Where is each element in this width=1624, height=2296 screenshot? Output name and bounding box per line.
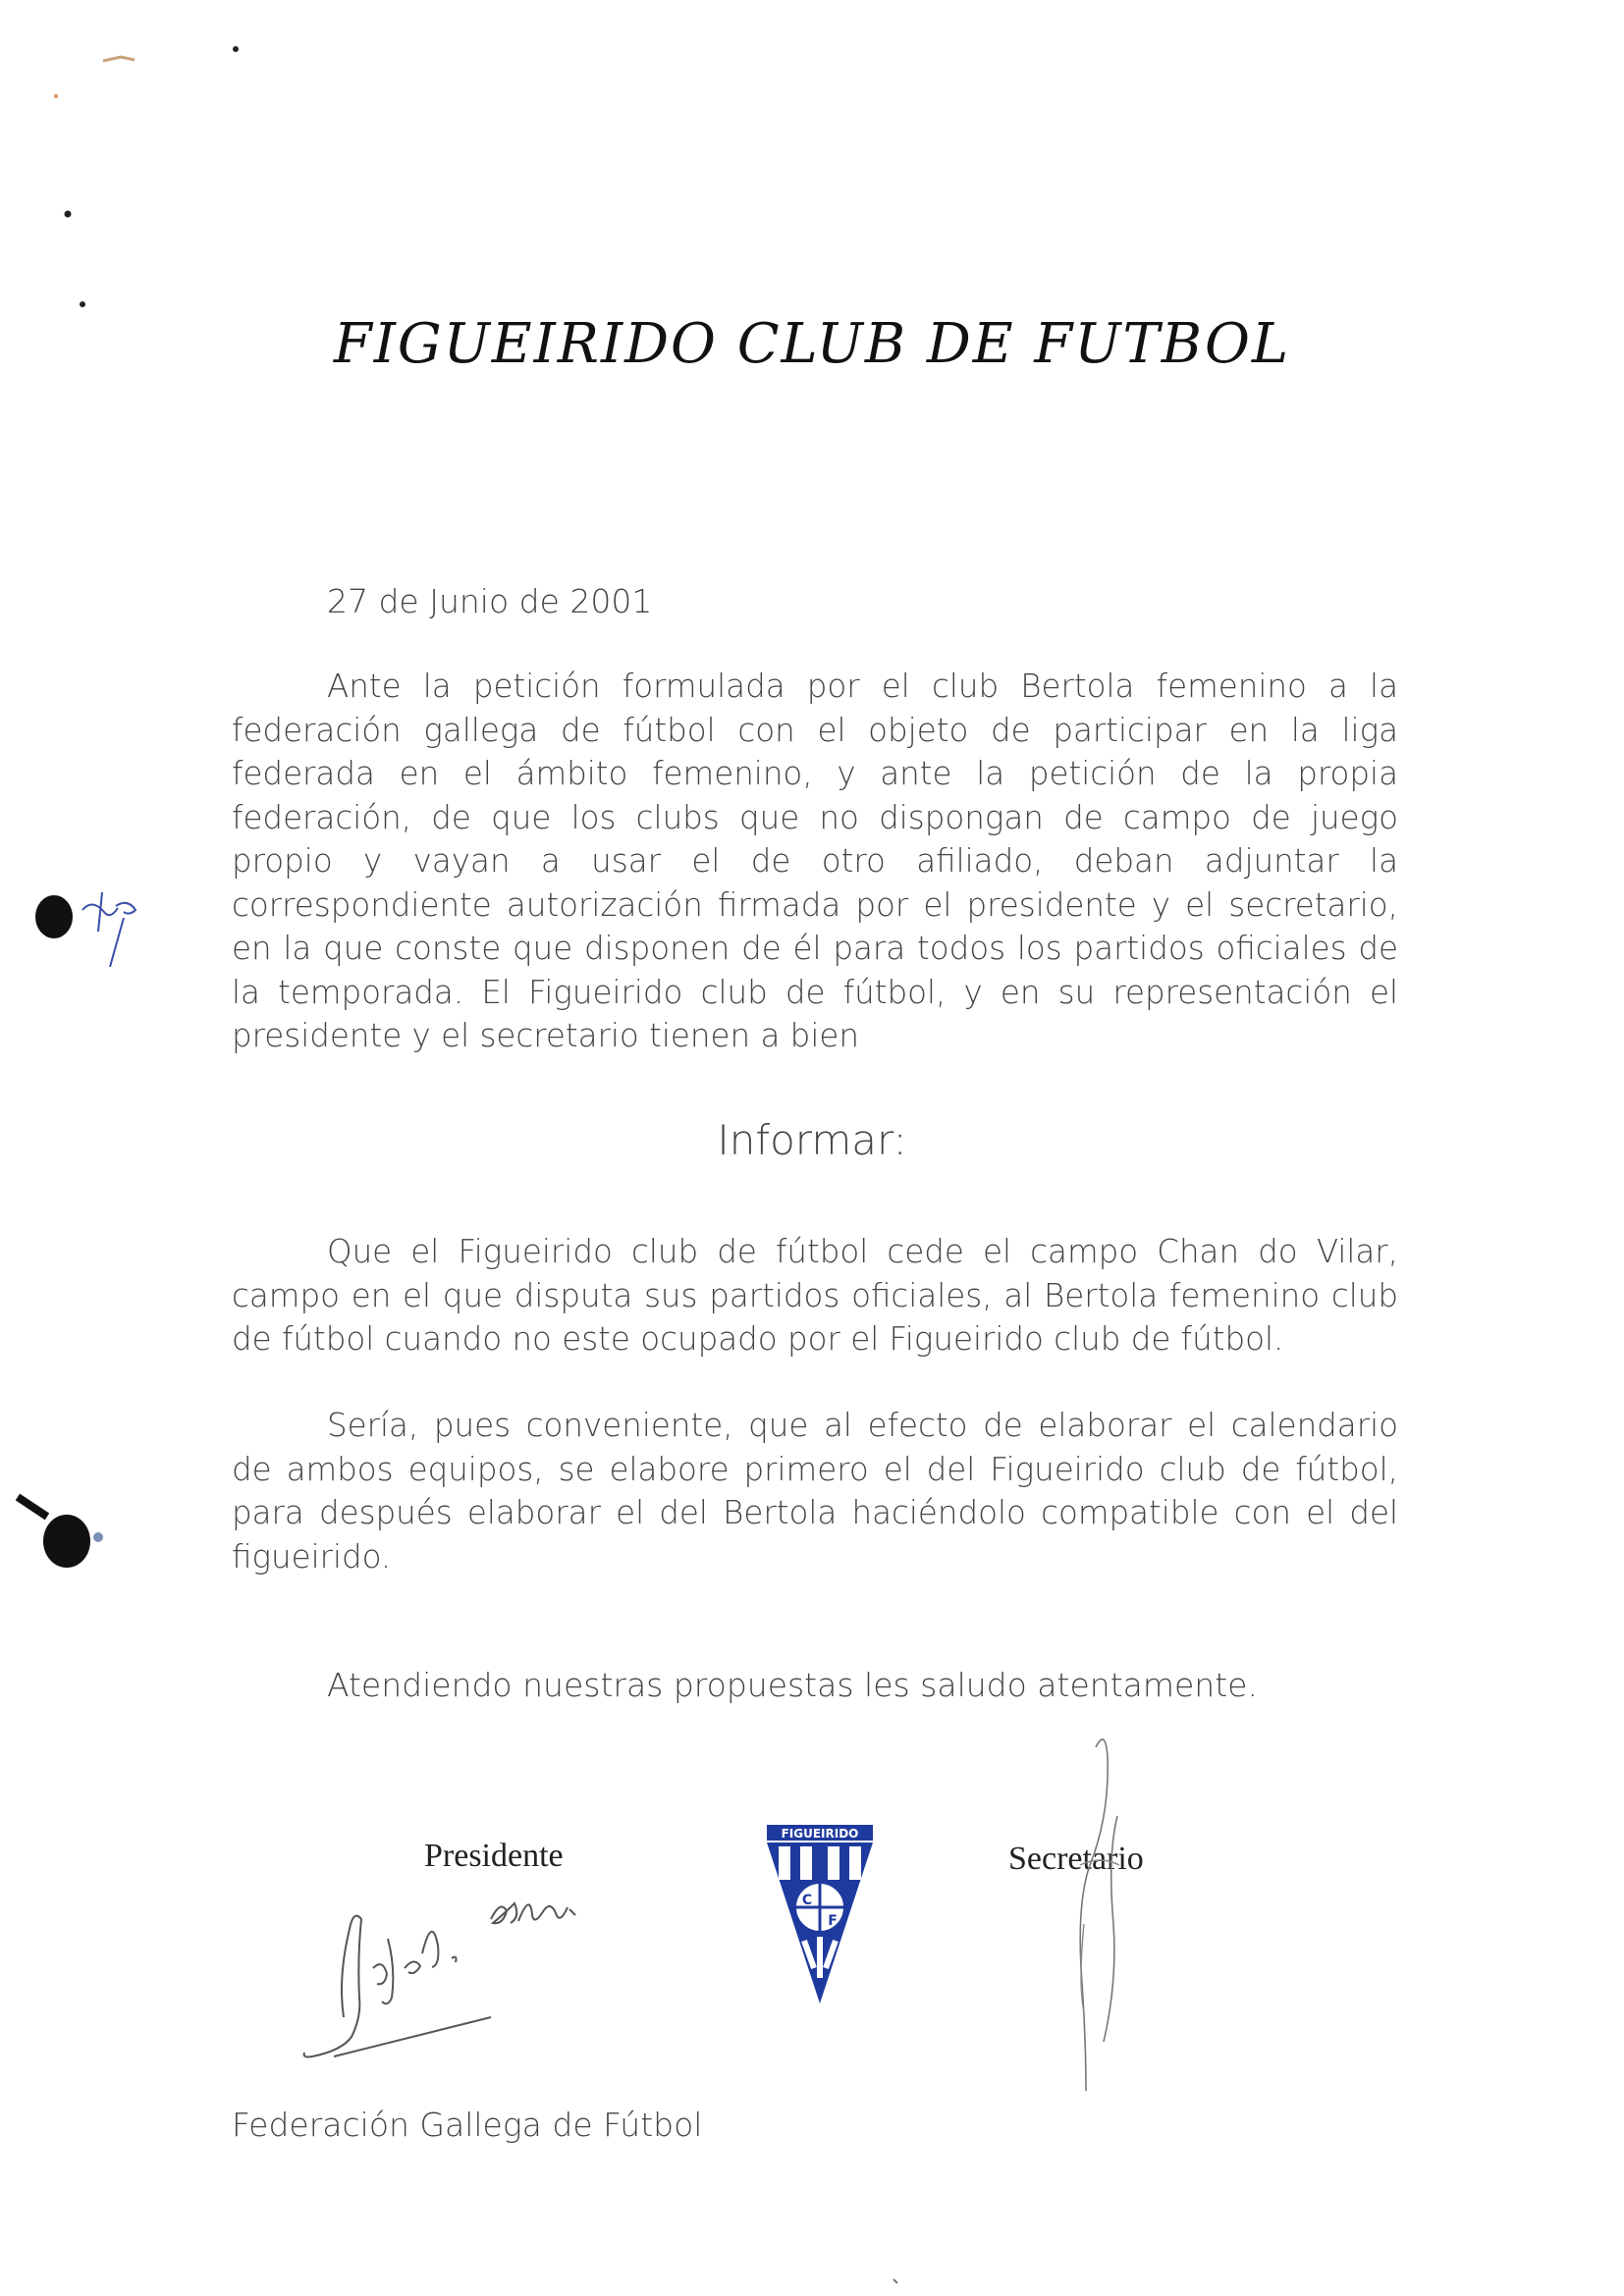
secretary-signature [1041,1728,1159,2120]
recipient-line: Federación Gallega de Fútbol [232,2106,703,2144]
crest-letter-c: C [801,1893,813,1908]
body-paragraph-1: Ante la petición formulada por el club Bertola femenino a la federación gallega de fútbol con el objeto de participar en la liga federada en el ámbito femenino, y ante la petición de la propia federación, de que los clubs que no dispongan de campo de juego propio y vayan a usar el de otro afiliado, deban adjuntar la correspondiente autorización firmada por el presidente y el secretario, en la que conste que disponen de él para todos los partidos oficiales de la temporada. El Figueirido club de fútbol, y en su representación el presidente y el secretario tienen a bien [232,667,1398,1054]
crest-text: FIGUEIRIDO [781,1827,859,1841]
body-paragraph-3: Sería, pues conveniente, que al efecto de elaborar el calendario de ambos equipos, se elabore primero el del Figueirido club de fútbol, para después elaborar el del Bertola haciéndolo compatible con el del figueirido. [232,1407,1398,1575]
crest-letter-f: F [828,1913,838,1929]
secretary-label: Secretario [1008,1841,1144,1877]
letterhead-title: FIGUEIRIDO CLUB DE FUTBOL [333,312,1291,376]
closing-line: Atendiendo nuestras propuestas les saludo atentamente. [327,1666,1258,1704]
margin-handwritten-mark [77,888,145,967]
club-crest-icon [761,1821,879,2007]
letter-date: 27 de Junio de 2001 [327,582,653,620]
president-label: Presidente [424,1838,564,1874]
president-signature [295,1860,628,2076]
body-paragraph-2: Que el Figueirido club de fútbol cede el campo Chan do Vilar, campo en el que disputa sus partidos oficiales, al Bertola femenino club de fútbol cuando no este ocupado por el Figueirido club de fútbol. [232,1233,1398,1358]
section-heading: Informar: [717,1116,907,1164]
